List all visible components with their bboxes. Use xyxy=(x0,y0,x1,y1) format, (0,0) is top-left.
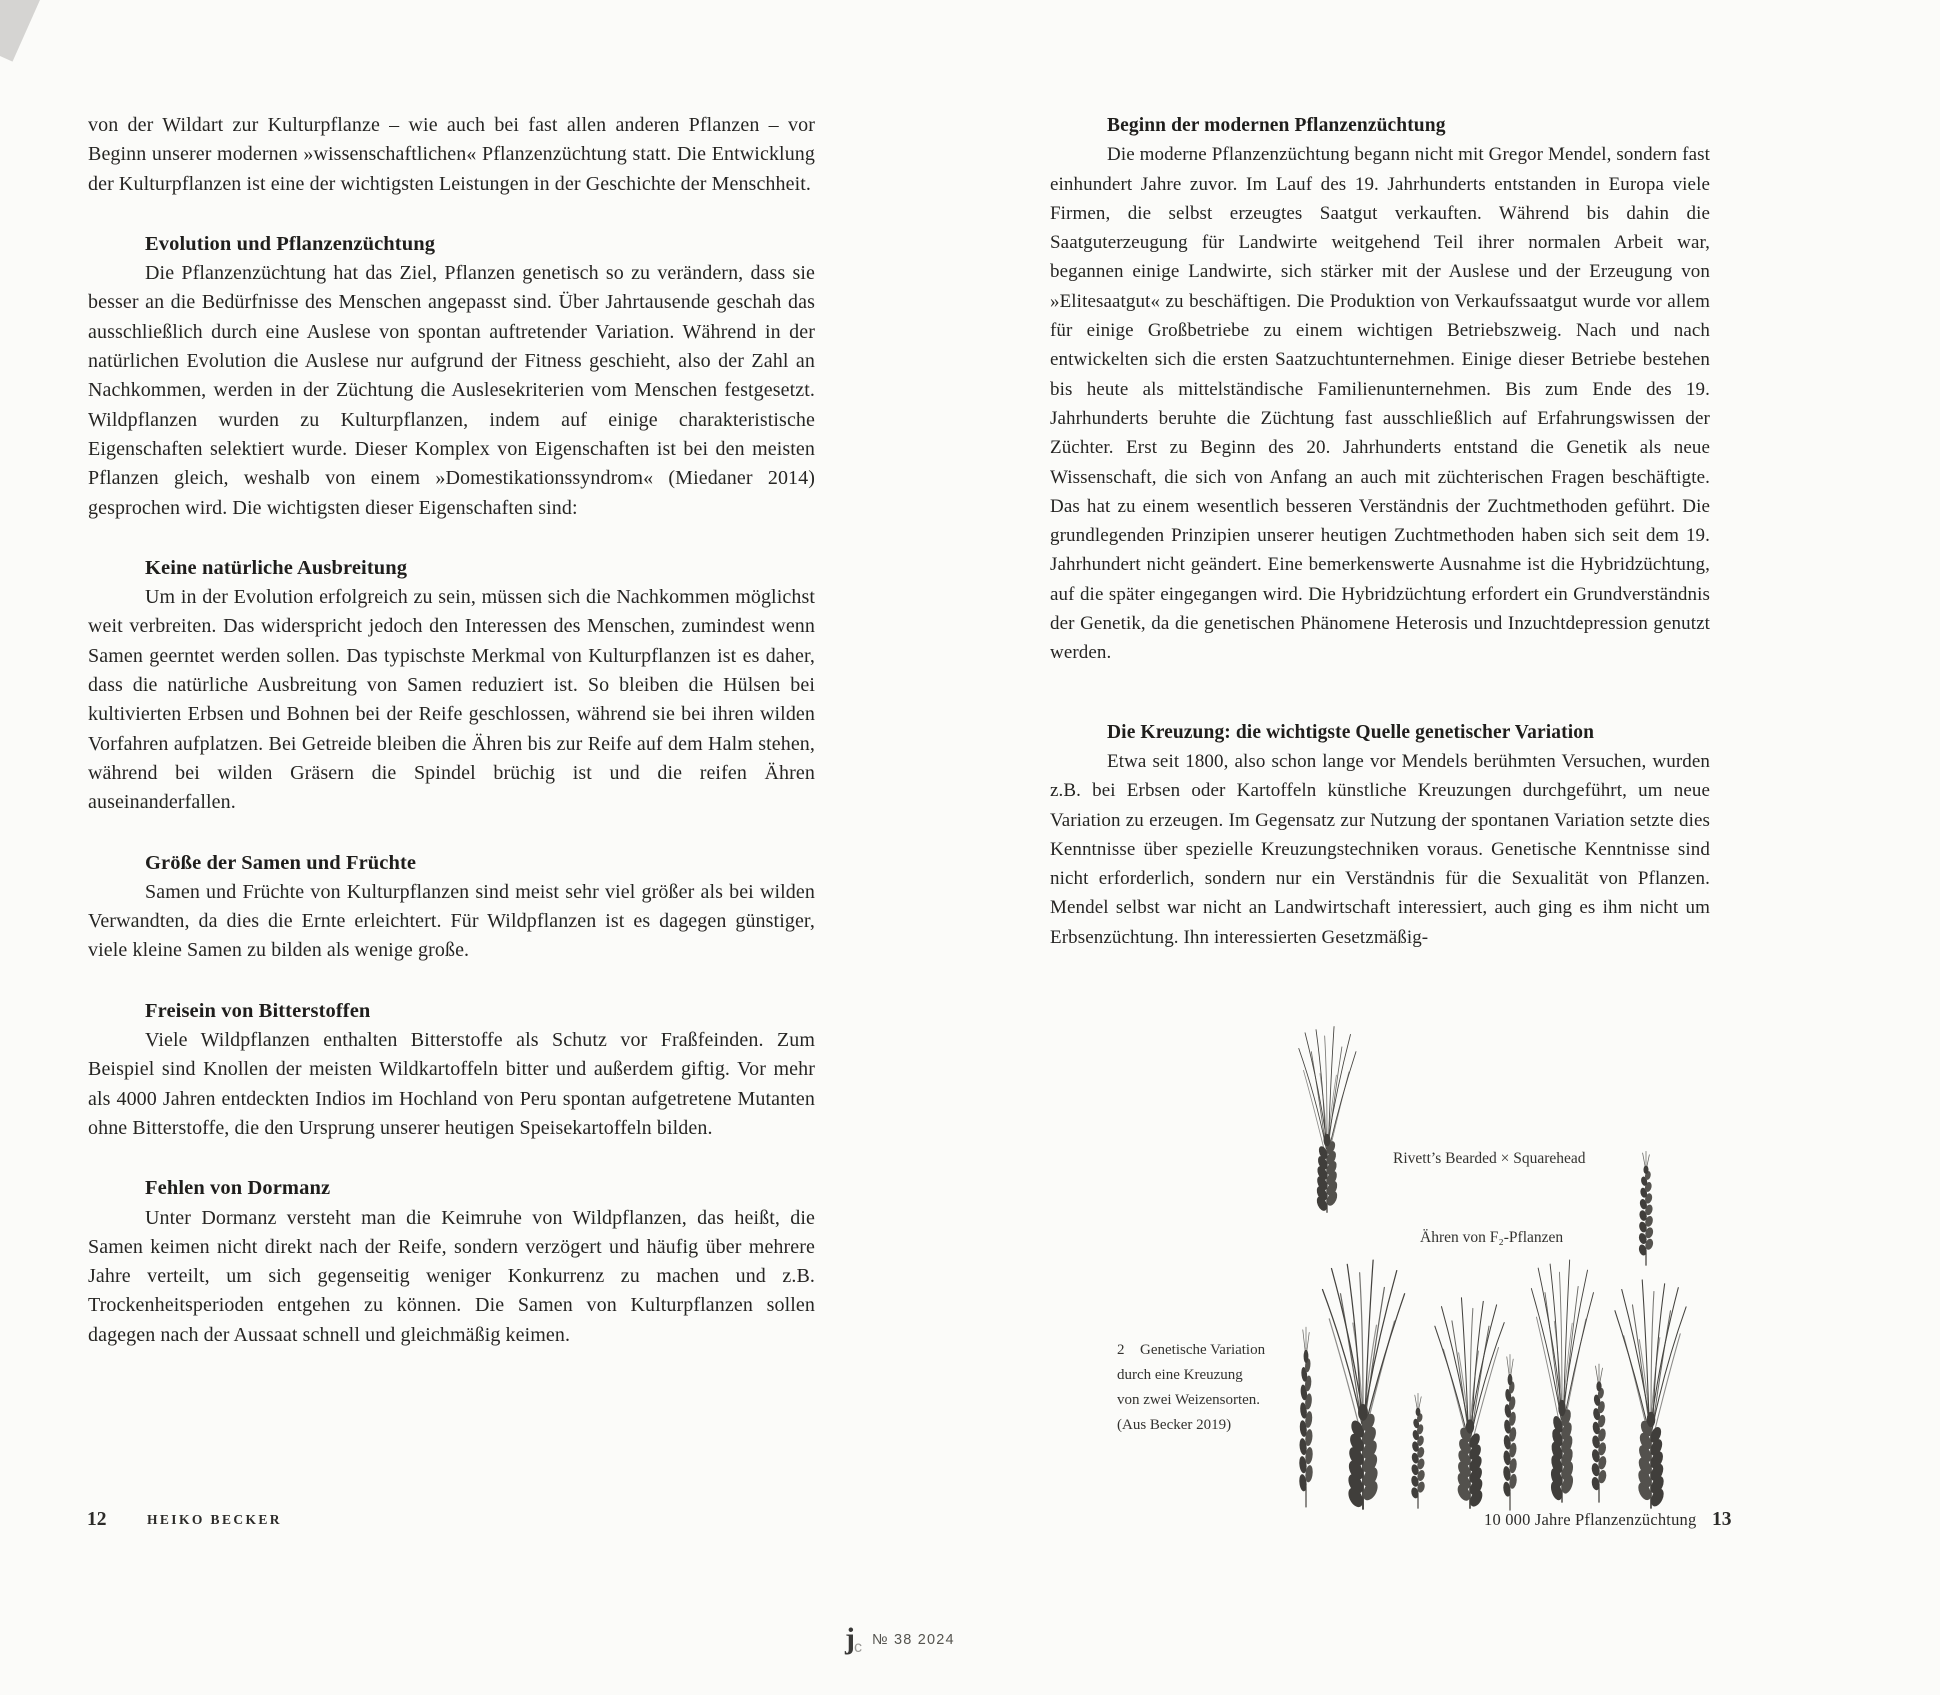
figure-f2-label: Ähren von F₂-Pflanzen xyxy=(1420,1229,1564,1246)
page-number-right: 13 xyxy=(1712,1509,1732,1530)
running-title-left: HEIKO BECKER xyxy=(147,1512,282,1527)
paragraph: Die Pflanzenzüchtung hat das Ziel, Pflanzen genetisch so zu verändern, dass sie besser an die Bedürfnisse des Menschen angepasst sind. Über Jahrtausende geschah das ausschließlich durch eine Auslese von spontan auftretender Variation. Während in der natürlichen Evolution die Auslese nur aufgrund der Fitness geschieht, also der Zahl an Nachkommen, werden in der Züchtung die Auslesekriterien vom Menschen festgesetzt. Wildpflanzen wurden zu Kulturpflanzen, indem auf einige charakteristische Eigenschaften selektiert wurde. Dieser Komplex von Eigenschaften ist bei den meisten Pflanzen gleich, weshalb von einem »Domestikationssyndrom« (Miedaner 2014) gesprochen wird. Die wichtigsten dieser Eigenschaften sind: xyxy=(88,262,815,519)
wheat-ear-illustration xyxy=(1498,1350,1522,1511)
journal-logo-c: c xyxy=(854,1639,862,1656)
paragraph: Viele Wildpflanzen enthalten Bitterstoffe als Schutz vor Fraßfeinden. Zum Beispiel sind Knollen der meisten Wildkartoffeln bitter und außerdem giftig. Vor mehr als 4000 Jahren entdeckten Indios im Hochland von Peru spontan aufgetretene Mutanten ohne Bitterstoffe, die den Ursprung unserer heutigen Speisekartoffeln bilden. xyxy=(88,1029,815,1139)
figure-caption-text: Genetische Variation xyxy=(1140,1342,1266,1358)
section-heading-ausbreitung: Keine natürliche Ausbreitung xyxy=(145,556,408,579)
journal-footer-logo xyxy=(845,1622,955,1656)
wheat-ear-parent-bearded-illustration xyxy=(1295,1025,1359,1213)
paragraph: von der Wildart zur Kulturpflanze – wie auch bei fast allen anderen Pflanzen – vor Beginn unserer modernen »wissenschaftlichen« Pflanzenzüchtung statt. Die Entwicklung der Kulturpflanzen ist eine der wichtigsten Leistungen in der Geschichte der Menschheit. xyxy=(88,114,815,195)
page-left-text-column xyxy=(88,111,815,1350)
figure-caption-line: von zwei Weizensorten. xyxy=(1117,1392,1261,1408)
figure-parents-label: Rivett’s Bearded × Squarehead xyxy=(1393,1150,1586,1167)
running-title-right: 10 000 Jahre Pflanzenzüchtung xyxy=(1484,1510,1697,1529)
section-heading-groesse: Größe der Samen und Früchte xyxy=(145,851,417,874)
section-heading-bitterstoffe: Freisein von Bitterstoffen xyxy=(145,999,371,1022)
paragraph: Um in der Evolution erfolgreich zu sein, müssen sich die Nachkommen möglichst weit verbreiten. Das widerspricht jedoch den Interessen des Menschen, zumindest wenn Samen geerntet werden sollen. Das typischste Merkmal von Kulturpflanzen ist es daher, dass die natürliche Ausbreitung von Samen reduziert ist. So bleiben die Hülsen bei kultivierten Erbsen und Bohnen bei der Reife geschlossen, während sie bei ihren wilden Vorfahren aufplatzen. Bei Getreide bleiben die Ähren bis zur Reife auf dem Halm stehen, während bei wilden Gräsern die Spindel brüchig ist und die reifen Ähren auseinanderfallen. xyxy=(88,586,815,814)
page-right-text-column xyxy=(1050,111,1710,952)
section-heading-evolution: Evolution und Pflanzenzüchtung xyxy=(145,232,436,255)
figure-number: 2 xyxy=(1117,1342,1125,1358)
figure-caption-line xyxy=(1117,1338,1337,1363)
paragraph: Unter Dormanz versteht man die Keimruhe von Wildpflanzen, das heißt, die Samen keimen nicht direkt nach der Reife, sondern verzögert und häufig über mehrere Jahre verteilt, um sich gegenseitig weniger Konkurrenz zu machen und z.B. Trockenheitsperioden entgehen zu können. Die Samen von Kulturpflanzen sollen dagegen nach der Aussaat schnell und gleichmäßig keimen. xyxy=(88,1206,815,1346)
figure-caption-line: (Aus Becker 2019) xyxy=(1117,1417,1232,1433)
section-heading-kreuzung: Die Kreuzung: die wichtigste Quelle genetischer Variation xyxy=(1107,721,1595,743)
paragraph: Etwa seit 1800, also schon lange vor Mendels berühmten Versuchen, wurden z.B. bei Erbsen oder Kartoffeln künstliche Kreuzungen durchgeführt, um neue Variation zu erzeugen. Im Gegensatz zur Nutzung der spontanen Variation setzte dies Kenntnisse über spezielle Kreuzungstechniken voraus. Genetische Kenntnisse sind nicht erforderlich, sondern nur ein Verständnis für die Sexualität von Pflanzen. Mendel selbst war nicht an Landwirtschaft interessiert, auch ging es ihm nicht um Erbsenzüchtung. Ihn interessierten Gesetzmäßig- xyxy=(1050,750,1710,948)
journal-logo-j: j xyxy=(845,1622,855,1655)
page-number-left: 12 xyxy=(87,1509,107,1530)
figure-caption xyxy=(1117,1338,1337,1438)
figure-caption-line: durch eine Kreuzung xyxy=(1117,1367,1243,1383)
wheat-ear-illustration xyxy=(1406,1390,1430,1509)
wheat-ear-illustration xyxy=(1612,1278,1690,1509)
wheat-ear-illustration xyxy=(1432,1296,1508,1509)
wheat-ear-illustration xyxy=(1586,1360,1612,1503)
section-heading-dormanz: Fehlen von Dormanz xyxy=(145,1177,331,1200)
paragraph: Die moderne Pflanzenzüchtung begann nicht mit Gregor Mendel, sondern fast einhundert Jahre zuvor. Im Lauf des 19. Jahrhunderts entstanden in Europa viele Firmen, die selbst erzeugtes Saatgut verkauften. Während bis dahin die Saatguterzeugung für Landwirte weitgehend Teil ihrer normalen Arbeit war, begannen einige Landwirte, sich stärker mit der Auslese und der Erzeugung von »Elitesaatgut« zu beschäftigen. Die Produktion von Verkaufssaatgut wurde vor allem für einige Großbetriebe zu einem wichtigen Betriebszweig. Nach und nach entwickelten sich die ersten Saatzuchtunternehmen. Einige dieser Betriebe bestehen bis heute als mittelständische Familienunternehmen. Bis zum Ende des 19. Jahrhunderts beruhte die Züchtung fast ausschließlich auf Erfahrungswissen der Züchter. Erst zu Beginn des 20. Jahrhunderts entstand die Genetik als neue Wissenschaft, die sich von Anfang an auch mit züchterischen Fragen beschäftigte. Das hat zu einem wesentlich besseren Verständnis der Zuchtmethoden geführt. Die grundlegenden Prinzipien unserer heutigen Zuchtmethoden haben sich seit dem 19. Jahrhundert nicht geändert. Eine bemerkenswerte Ausnahme ist die Hybridzüchtung, auf die später eingegangen wird. Die Hybridzüchtung erfordert ein Grundverständnis der Genetik, da die genetischen Phänomene Heterosis und Inzuchtdepression genutzt werden. xyxy=(1050,144,1710,664)
scan-edge-artifact xyxy=(0,0,48,62)
wheat-ear-parent-awnless-illustration xyxy=(1631,1148,1661,1266)
section-heading-moderne-zuechtung: Beginn der modernen Pflanzenzüchtung xyxy=(1107,115,1446,136)
journal-issue-number: № 38 2024 xyxy=(872,1632,955,1648)
paragraph: Samen und Früchte von Kulturpflanzen sind meist sehr viel größer als bei wilden Verwandten, da dies die Ernte erleichtert. Für Wildpflanzen ist es dagegen günstiger, viele kleine Samen zu bilden als wenige große. xyxy=(88,880,815,962)
